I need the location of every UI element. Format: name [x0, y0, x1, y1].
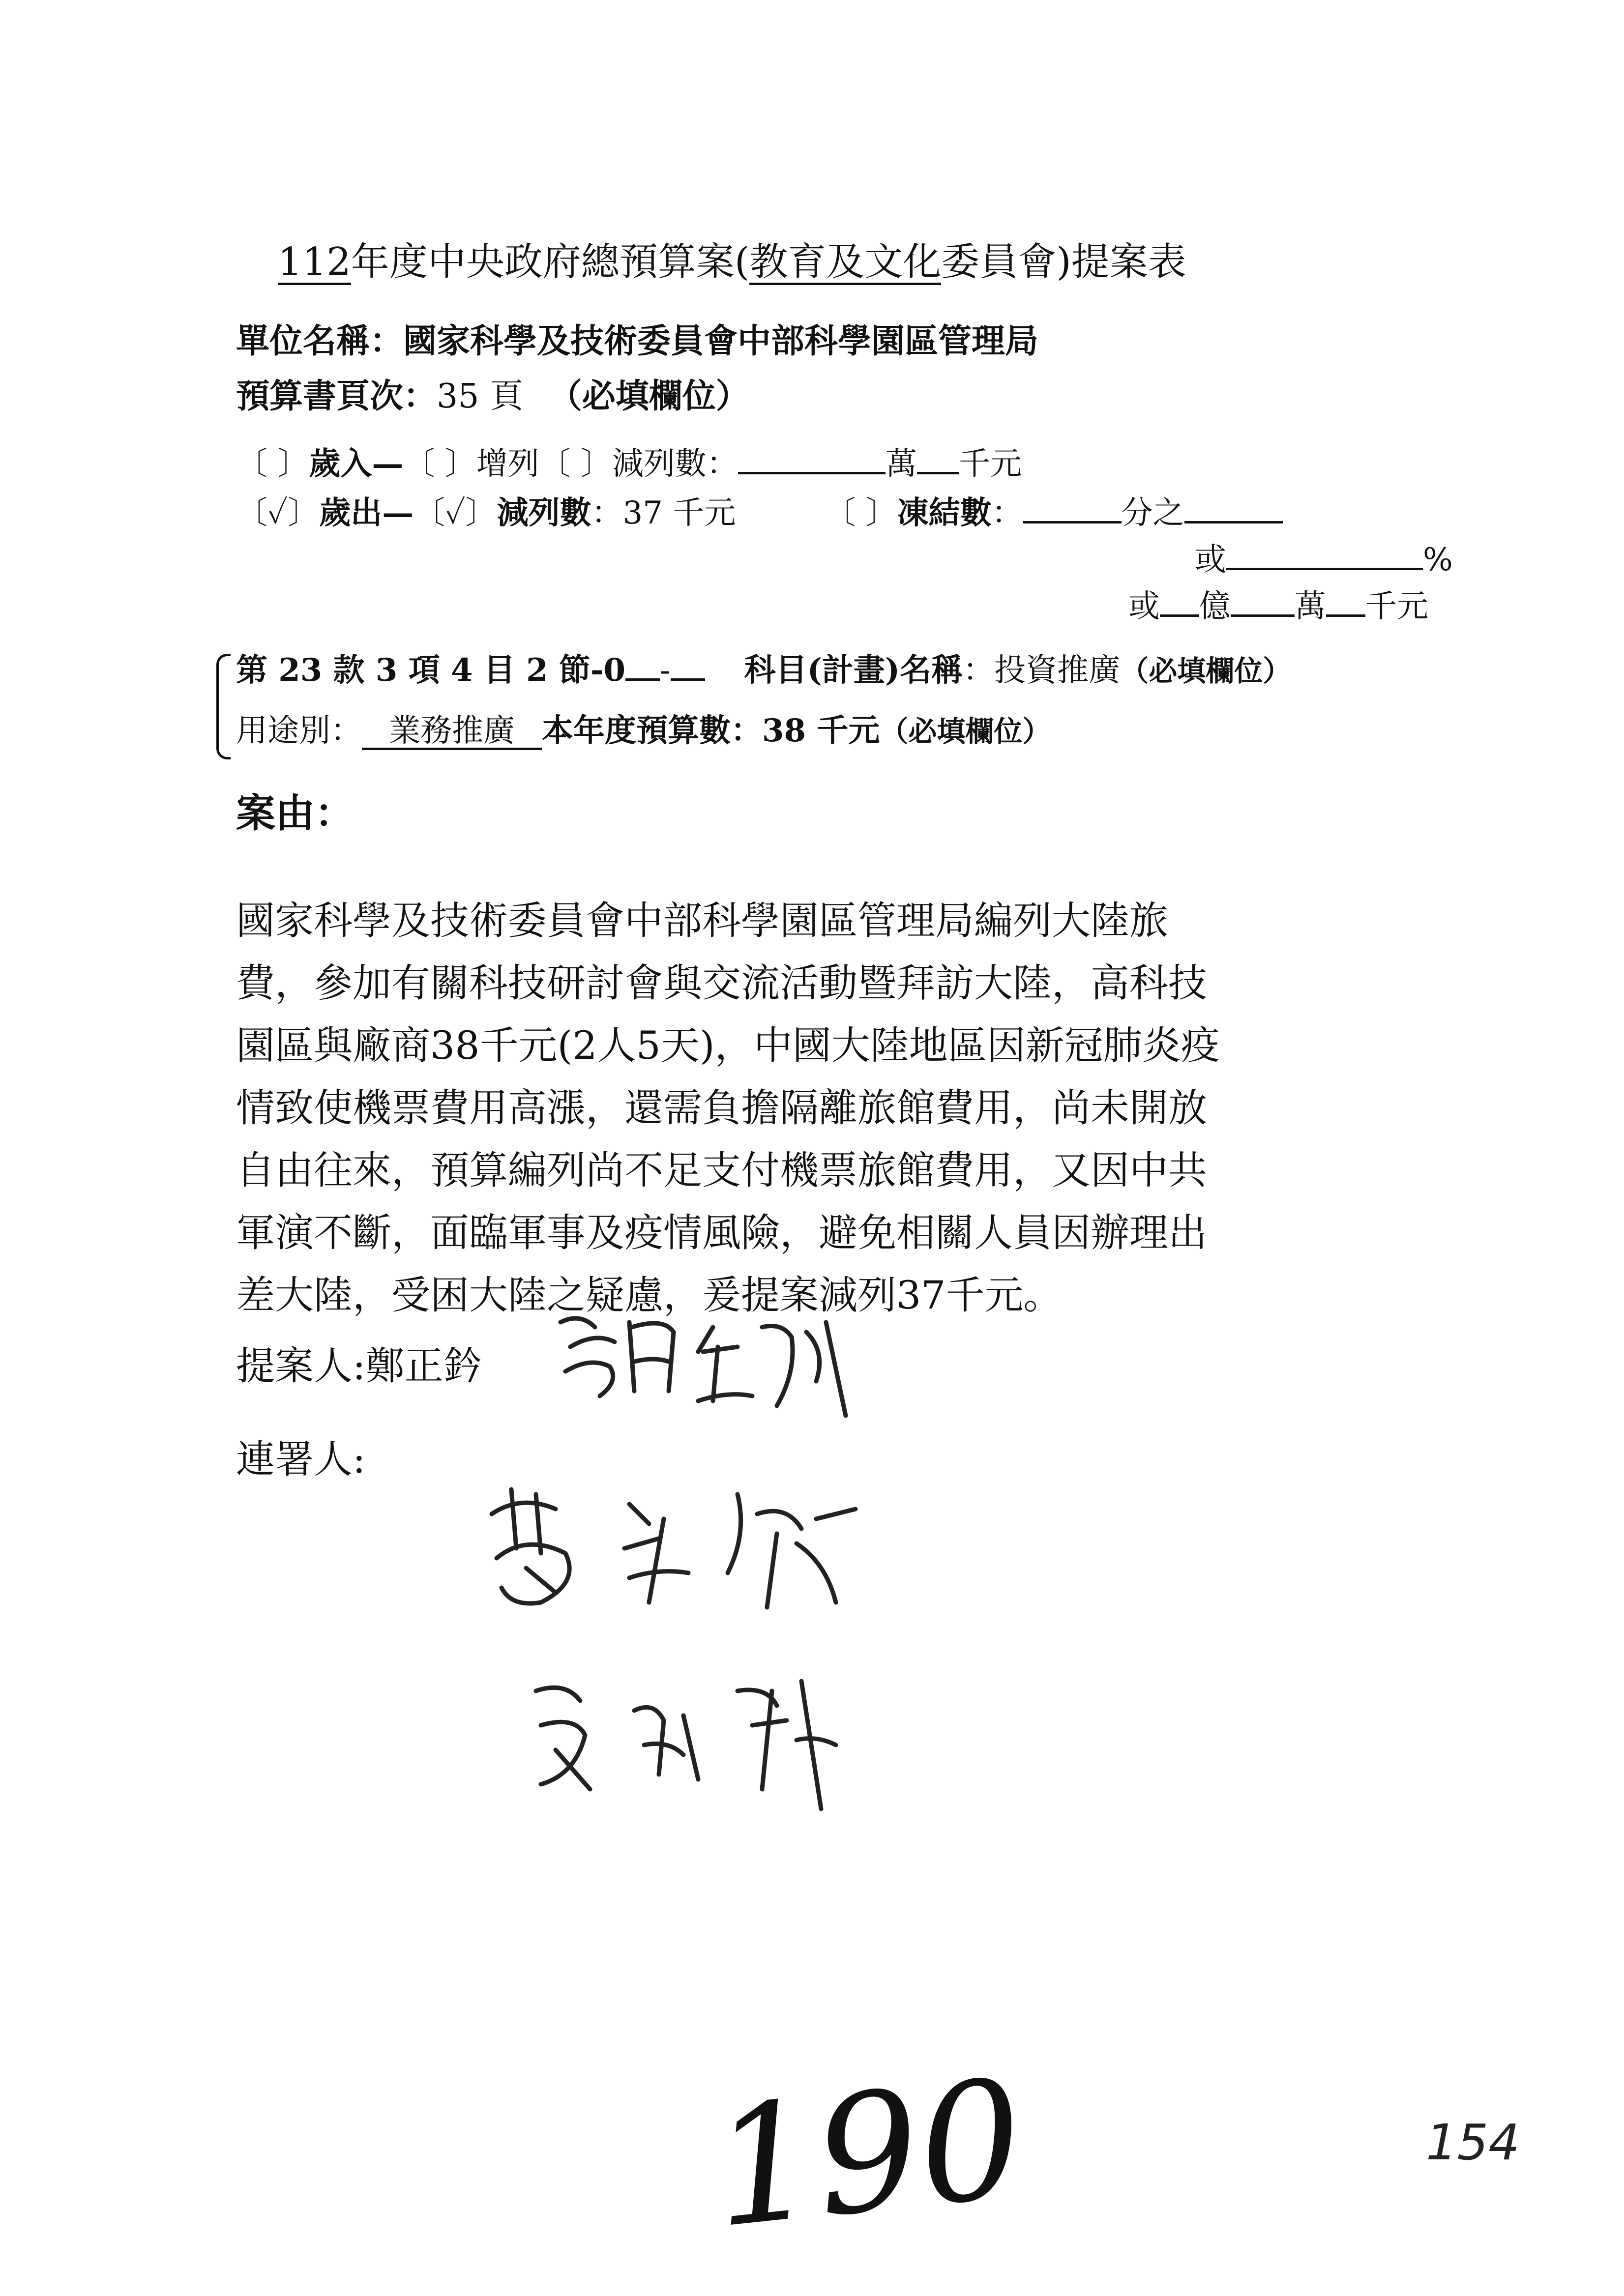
- subject-value: ：投資推廣: [963, 652, 1121, 689]
- page-ref-value: 35 頁: [437, 377, 524, 416]
- expense-line: [236, 487, 1283, 533]
- expense-check-box: 〔✓〕: [236, 495, 320, 531]
- expense-decrease-label: 減列數: [497, 494, 591, 531]
- item-code-blank-1: [625, 644, 660, 681]
- revenue-decrease: 減列數：: [612, 446, 738, 482]
- reason-line: 情致使機票費用高漲，還需負擔隔離旅館費用，尚未開放: [236, 1085, 1207, 1131]
- freeze-label: 凍結數: [897, 494, 992, 531]
- usage-required: （必填欄位）: [880, 715, 1051, 748]
- percent-blank: [1226, 533, 1423, 570]
- cosigner-signature-2: [521, 1661, 846, 1819]
- title-committee: 教育及文化: [749, 240, 942, 284]
- usage-label: 用途別：: [236, 713, 362, 749]
- item-required: （必填欄位）: [1120, 654, 1292, 688]
- freeze-numerator-blank: [1023, 487, 1122, 523]
- reason-body: [236, 890, 1220, 1327]
- cosigners-label: 連署人:: [236, 1437, 366, 1482]
- or-percent-line: [1195, 533, 1453, 580]
- reason-line: 國家科學及技術委員會中部科學園區管理局編列大陸旅: [236, 898, 1168, 943]
- usage-line: [236, 705, 1051, 751]
- or-percent-or: 或: [1195, 542, 1226, 578]
- freeze-colon: ：: [991, 495, 1023, 531]
- revenue-qian: 千元: [959, 446, 1022, 482]
- handwritten-stamp: 190: [704, 2044, 1032, 2264]
- handwritten-page-number: 154: [1426, 2114, 1520, 2171]
- revenue-line: [236, 437, 1022, 484]
- page-ref-required: （必填欄位）: [548, 377, 749, 416]
- revenue-decrease-box: 〔 〕: [539, 446, 613, 482]
- proposer-name: 鄭正鈐: [365, 1343, 482, 1389]
- or-amount-yi: 億: [1199, 588, 1231, 625]
- freeze-box: 〔 〕: [824, 495, 897, 531]
- usage-value: 業務推廣: [362, 715, 542, 750]
- reason-heading: 案由：: [236, 790, 354, 836]
- reason-line: 費，參加有關科技研討會與交流活動暨拜訪大陸，高科技: [236, 960, 1207, 1006]
- item-line: [236, 644, 1291, 690]
- expense-label: 歲出—: [319, 494, 414, 531]
- or-amount-wan: 萬: [1295, 588, 1326, 625]
- page-ref-label: 預算書頁次：: [236, 377, 437, 416]
- revenue-box: 〔 〕: [236, 446, 309, 482]
- item-bracket: [216, 654, 231, 759]
- reason-line: 差大陸，受困大陸之疑慮，爰提案減列37千元。: [236, 1273, 1063, 1318]
- revenue-wan: 萬: [886, 446, 917, 482]
- cosigner-signature-1: [482, 1475, 885, 1627]
- qian-blank: [1326, 580, 1365, 617]
- item-code: 第 23 款 3 項 4 目 2 節-0: [236, 652, 625, 689]
- unit-line: [236, 315, 1038, 362]
- reason-line: 自由往來，預算編列尚不足支付機票旅館費用，又因中共: [236, 1148, 1207, 1193]
- unit-value: 國家科學及技術委員會中部科學園區管理局: [403, 321, 1039, 361]
- revenue-qian-blank: [917, 437, 959, 474]
- unit-label: 單位名稱：: [236, 321, 404, 361]
- proposer-label: 提案人:: [236, 1343, 366, 1389]
- revenue-label: 歲入—: [309, 445, 404, 482]
- item-dash: -: [660, 652, 671, 689]
- expense-decrease-check-box: 〔✓〕: [413, 495, 497, 531]
- or-amount-line: [1128, 580, 1428, 626]
- page-ref-line: [236, 370, 749, 417]
- title-tail: 委員會)提案表: [941, 240, 1186, 284]
- or-amount-qian: 千元: [1365, 588, 1428, 625]
- or-amount-or: 或: [1128, 588, 1160, 625]
- item-code-blank-2: [671, 644, 705, 681]
- percent-sign: %: [1423, 542, 1453, 578]
- freeze-denominator-blank: [1184, 487, 1283, 523]
- usage-budget: 本年度預算數：38 千元: [542, 712, 880, 749]
- revenue-increase-box: 〔 〕: [403, 446, 476, 482]
- yi-blank: [1160, 580, 1199, 617]
- page-title: [278, 231, 1186, 286]
- revenue-amount-blank: [738, 437, 886, 474]
- freeze-fraction: 分之: [1121, 495, 1184, 531]
- subject-label: 科目(計畫)名稱: [744, 652, 963, 689]
- expense-decrease-value: ：37 千元: [591, 495, 736, 531]
- title-mid: 年度中央政府總預算案(: [351, 240, 750, 284]
- reason-line: 園區與廠商38千元(2人5天)，中國大陸地區因新冠肺炎疫: [236, 1023, 1220, 1068]
- title-year: 112: [278, 240, 351, 284]
- reason-line: 軍演不斷，面臨軍事及疫情風險，避免相關人員因辦理出: [236, 1210, 1207, 1255]
- proposer-line: [236, 1335, 482, 1391]
- wan-blank: [1231, 580, 1295, 617]
- proposer-signature: [551, 1293, 856, 1421]
- revenue-increase: 增列: [476, 446, 539, 482]
